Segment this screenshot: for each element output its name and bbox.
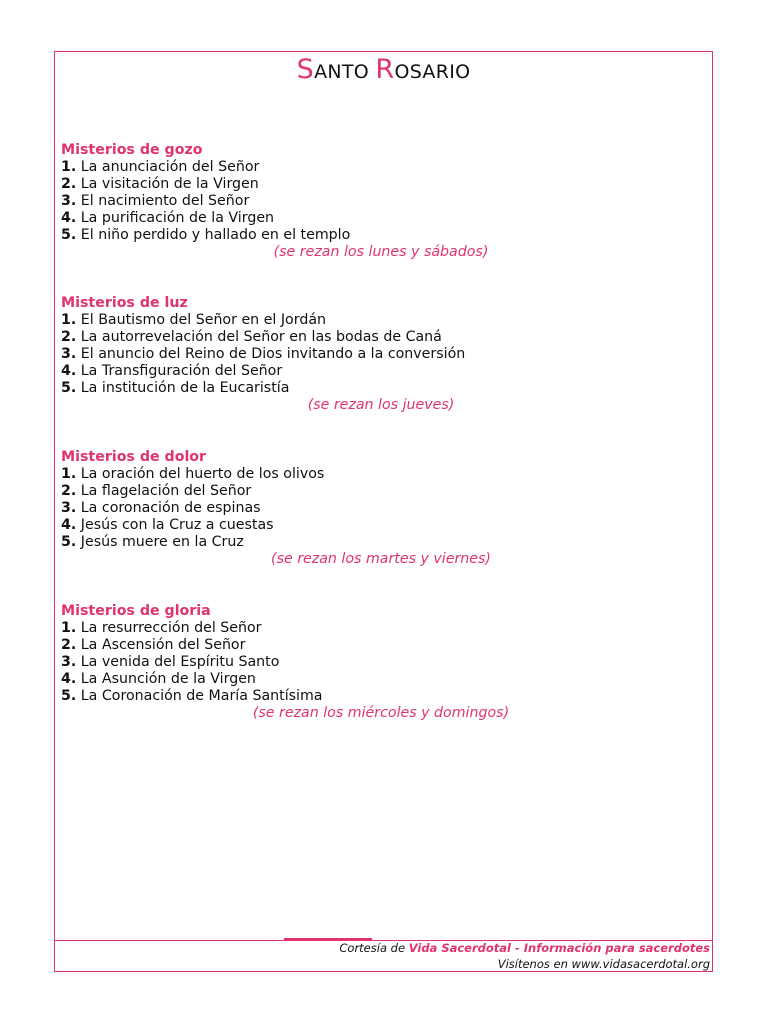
mystery-text: La anunciación del Señor [80, 159, 260, 175]
footer-courtesy-prefix: Cortesía de [339, 941, 409, 955]
mystery-text: La purificación de la Virgen [80, 210, 275, 226]
mystery-number: 1. [61, 466, 77, 482]
mystery-item [61, 671, 701, 688]
mystery-number: 4. [61, 363, 77, 379]
mystery-item [61, 210, 701, 227]
mystery-item [61, 517, 701, 534]
mystery-item [61, 329, 701, 346]
mystery-number: 1. [61, 159, 77, 175]
title-initial-s: S [296, 54, 315, 85]
mystery-item [61, 534, 701, 551]
mystery-number: 1. [61, 620, 77, 636]
mystery-number: 3. [61, 193, 77, 209]
mystery-number: 5. [61, 534, 77, 550]
mystery-item [61, 466, 701, 483]
schedule-note: (se rezan los jueves) [307, 397, 455, 413]
mystery-item [61, 637, 701, 654]
mystery-text: El nacimiento del Señor [80, 193, 250, 209]
mystery-number: 1. [61, 312, 77, 328]
title-word-santo: ANTO [314, 61, 370, 83]
section-gozo [61, 142, 701, 261]
section-heading: Misterios de dolor [61, 449, 207, 465]
mystery-item [61, 483, 701, 500]
mystery-text: La resurrección del Señor [80, 620, 262, 636]
mystery-number: 4. [61, 517, 77, 533]
footer-courtesy-line [339, 940, 710, 956]
schedule-note: (se rezan los martes y viernes) [271, 551, 491, 567]
title-initial-r: R [375, 54, 395, 85]
mystery-number: 3. [61, 654, 77, 670]
mystery-number: 5. [61, 688, 77, 704]
mystery-text: La coronación de espinas [80, 500, 261, 516]
mystery-item [61, 688, 701, 705]
mystery-number: 4. [61, 671, 77, 687]
mystery-text: Jesús muere en la Cruz [80, 534, 244, 550]
mystery-text: La Asunción de la Virgen [80, 671, 256, 687]
mystery-text: La Coronación de María Santísima [80, 688, 323, 704]
mystery-item [61, 227, 701, 244]
mystery-text: El Bautismo del Señor en el Jordán [80, 312, 327, 328]
mystery-text: La oración del huerto de los olivos [80, 466, 325, 482]
mystery-item [61, 654, 701, 671]
mystery-text: Jesús con la Cruz a cuestas [80, 517, 274, 533]
footer-visit-line[interactable]: Visítenos en www.vidasacerdotal.org [497, 957, 710, 971]
document-title [54, 54, 713, 85]
mystery-item [61, 193, 701, 210]
mystery-item [61, 363, 701, 380]
mystery-item [61, 620, 701, 637]
mystery-item [61, 176, 701, 193]
mystery-item [61, 312, 701, 329]
mystery-number: 4. [61, 210, 77, 226]
section-heading: Misterios de gozo [61, 142, 203, 158]
mystery-text: La institución de la Eucaristía [80, 380, 290, 396]
mystery-number: 2. [61, 483, 77, 499]
mystery-item [61, 159, 701, 176]
mystery-item [61, 380, 701, 397]
mystery-item [61, 500, 701, 517]
section-gloria [61, 603, 701, 722]
section-heading: Misterios de luz [61, 295, 188, 311]
mystery-text: El anuncio del Reino de Dios invitando a la conversión [80, 346, 466, 362]
mystery-item [61, 346, 701, 363]
mystery-text: La visitación de la Virgen [80, 176, 259, 192]
mystery-text: La venida del Espíritu Santo [80, 654, 280, 670]
mystery-number: 5. [61, 227, 77, 243]
section-dolor [61, 449, 701, 568]
mystery-number: 3. [61, 346, 77, 362]
mystery-number: 3. [61, 500, 77, 516]
footer-site-link[interactable]: Vida Sacerdotal - Información para sacerdotes [408, 941, 710, 955]
mystery-number: 2. [61, 329, 77, 345]
mystery-text: El niño perdido y hallado en el templo [80, 227, 351, 243]
section-heading: Misterios de gloria [61, 603, 211, 619]
mystery-number: 2. [61, 176, 77, 192]
section-luz [61, 295, 701, 414]
mystery-number: 2. [61, 637, 77, 653]
mystery-text: La Transfiguración del Señor [80, 363, 283, 379]
title-word-rosario: OSARIO [394, 61, 471, 83]
mystery-text: La Ascensión del Señor [80, 637, 246, 653]
footer [339, 940, 710, 972]
mystery-number: 5. [61, 380, 77, 396]
mystery-text: La autorrevelación del Señor en las bodas de Caná [80, 329, 442, 345]
schedule-note: (se rezan los lunes y sábados) [273, 244, 489, 260]
mystery-text: La flagelación del Señor [80, 483, 252, 499]
schedule-note: (se rezan los miércoles y domingos) [252, 705, 510, 721]
